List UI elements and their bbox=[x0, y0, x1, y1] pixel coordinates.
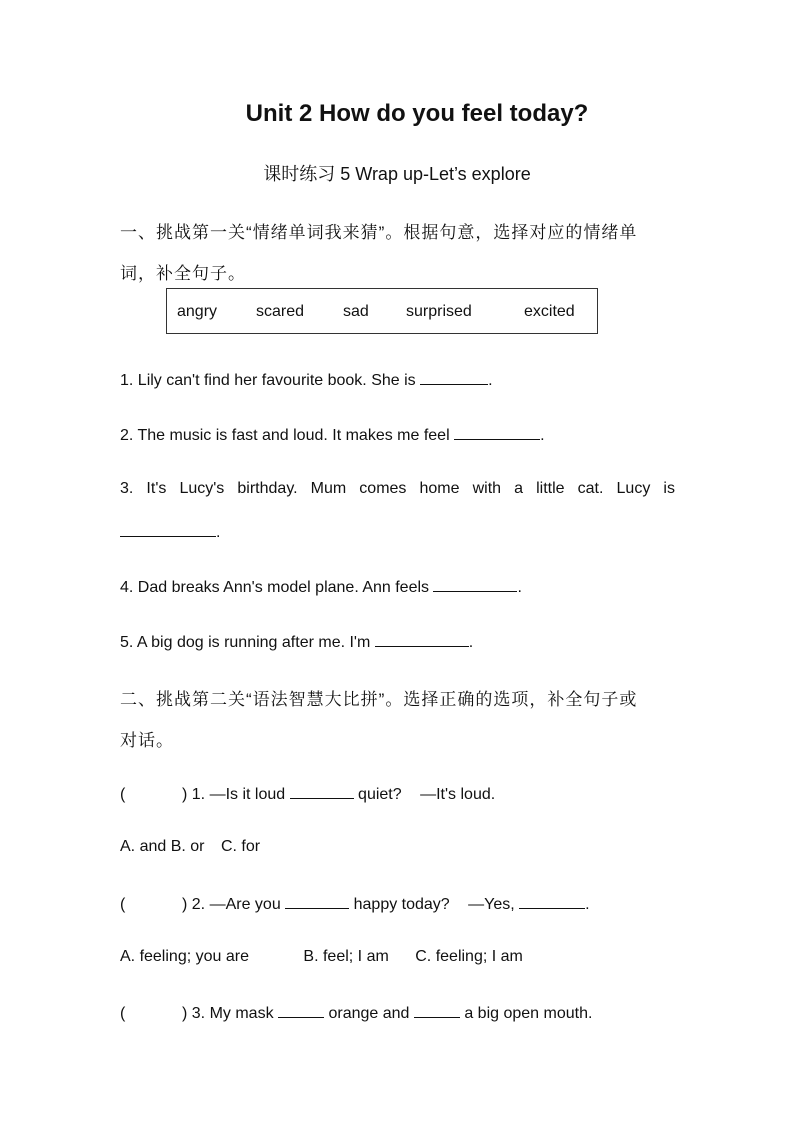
section2-instruction-line1: 二、挑战第二关“语法智慧大比拼”。选择正确的选项，补全句子或 bbox=[120, 690, 638, 709]
question-text: 2. The music is fast and loud. It makes me feel bbox=[120, 427, 455, 444]
question-1: 1. Lily can't find her favourite book. She is . bbox=[120, 372, 493, 389]
answer-blank bbox=[278, 1003, 324, 1018]
answer-blank bbox=[285, 894, 349, 909]
question-text: 5. A big dog is running after me. I'm bbox=[120, 634, 375, 651]
word-bank-item: excited bbox=[524, 303, 575, 320]
question-5: 5. A big dog is running after me. I'm . bbox=[120, 634, 474, 651]
answer-blank bbox=[290, 784, 354, 799]
mc-options-2: A. feeling; you are B. feel; I am C. feeling; I am bbox=[120, 948, 523, 965]
answer-paren[interactable]: ( bbox=[120, 896, 126, 913]
answer-blank[interactable] bbox=[120, 522, 216, 537]
mc-question-1: ( ) 1. —Is it loud quiet? —It's loud. bbox=[120, 786, 496, 803]
answer-blank[interactable] bbox=[433, 577, 517, 592]
section2-instruction-line2: 对话。 bbox=[120, 731, 174, 750]
answer-blank[interactable] bbox=[454, 425, 540, 440]
word-bank-box bbox=[166, 288, 598, 334]
question-3-line1: 3. It's Lucy's birthday. Mum comes home with a little cat. Lucy is bbox=[120, 480, 675, 497]
answer-blank[interactable] bbox=[375, 632, 469, 647]
word-bank-item: angry bbox=[177, 303, 218, 320]
section1-instruction-line2: 词，补全句子。 bbox=[120, 264, 246, 283]
lesson-subtitle: 课时练习 5 Wrap up-Let’s explore bbox=[263, 164, 531, 184]
question-text: 1. Lily can't find her favourite book. She is bbox=[120, 372, 421, 389]
answer-blank[interactable] bbox=[420, 370, 488, 385]
section1-instruction-line1: 一、挑战第一关“情绪单词我来猜”。根据句意，选择对应的情绪单 bbox=[120, 223, 638, 242]
answer-blank bbox=[519, 894, 585, 909]
mc-question-3: ( ) 3. My mask orange and a big open mouth. bbox=[120, 1005, 593, 1022]
mc-question-2: ( ) 2. —Are you happy today? —Yes, . bbox=[120, 896, 590, 913]
word-bank-item: sad bbox=[343, 303, 369, 320]
question-text: 4. Dad breaks Ann's model plane. Ann feels bbox=[120, 579, 434, 596]
word-bank-item: surprised bbox=[406, 303, 472, 320]
question-4: 4. Dad breaks Ann's model plane. Ann feels . bbox=[120, 579, 522, 596]
answer-paren[interactable]: ( bbox=[120, 786, 126, 803]
page-title: Unit 2 How do you feel today? bbox=[245, 100, 589, 127]
question-2: 2. The music is fast and loud. It makes me feel . bbox=[120, 427, 545, 444]
question-3-line2: . bbox=[120, 522, 220, 542]
answer-blank bbox=[414, 1003, 460, 1018]
mc-options-1: A. and B. or C. for bbox=[120, 838, 261, 855]
answer-paren[interactable]: ( bbox=[120, 1005, 126, 1022]
word-bank-item: scared bbox=[256, 303, 305, 320]
